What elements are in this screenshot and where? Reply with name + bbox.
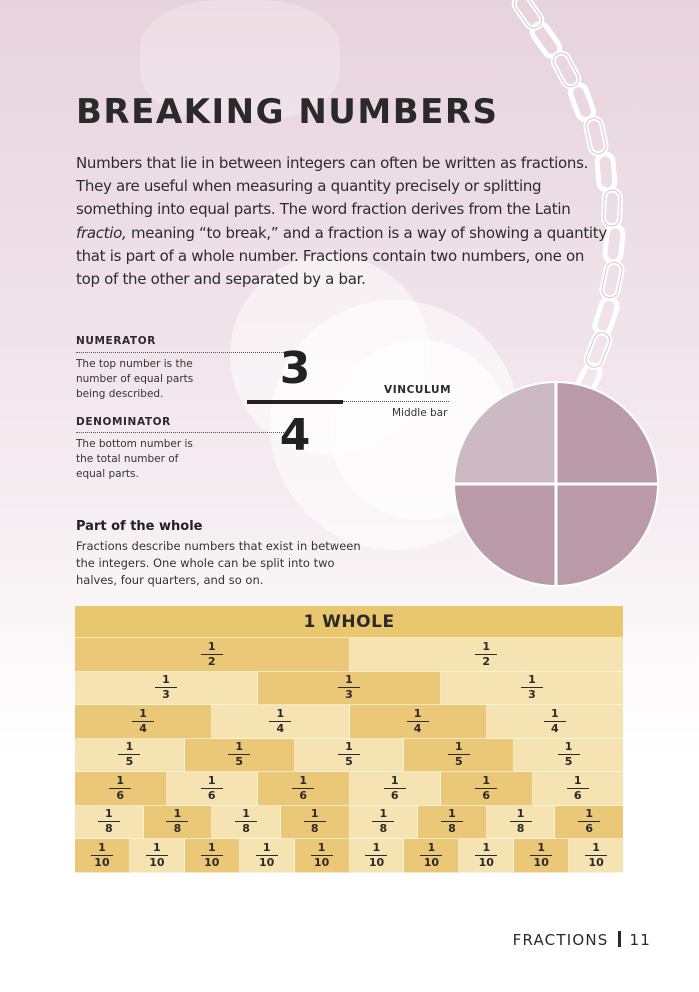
- fraction-numerator: 1: [592, 840, 600, 854]
- fraction-label: [146, 842, 168, 869]
- fraction-label: [304, 808, 326, 835]
- fraction-numerator: 1: [345, 740, 353, 754]
- fraction-label: [510, 808, 532, 835]
- fraction-denominator: 10: [94, 855, 110, 869]
- fraction-denominator: 10: [149, 855, 165, 869]
- fraction-brick: [533, 772, 624, 806]
- fraction-label: [118, 741, 140, 768]
- fraction-denominator: 8: [516, 822, 525, 836]
- fraction-denominator: 3: [528, 688, 536, 702]
- denominator-label: DENOMINATOR: [76, 416, 171, 428]
- fraction-numerator: 1: [564, 740, 573, 754]
- fraction-numerator: 1: [454, 740, 463, 754]
- fraction-brick: [350, 839, 405, 873]
- fraction-brick: [459, 839, 514, 873]
- fraction-numerator: 1: [390, 773, 399, 787]
- denominator-description: The bottom number is the total number of equal parts.: [76, 438, 193, 480]
- fraction-numerator: 1: [235, 740, 244, 754]
- fraction-label: [256, 842, 278, 869]
- fraction-numerator: 1: [516, 807, 525, 821]
- fraction-denominator: 10: [259, 855, 275, 869]
- fraction-numerator: 1: [276, 706, 285, 720]
- fraction-brick: [144, 806, 213, 840]
- fraction-denominator: 6: [482, 788, 491, 802]
- fraction-numerator: 1: [537, 840, 546, 854]
- fraction-denominator: 6: [299, 788, 308, 802]
- vinculum-leader-line: [343, 401, 449, 402]
- whole-brick: 1 WHOLE: [75, 606, 623, 638]
- fraction-label: [311, 842, 333, 869]
- example-vinculum-bar: [247, 400, 343, 404]
- fraction-denominator: 6: [573, 788, 582, 802]
- fraction-numerator: 1: [98, 840, 106, 854]
- fraction-numerator: 1: [482, 639, 491, 653]
- fraction-wall-row: [75, 672, 623, 706]
- fraction-label: [475, 775, 497, 802]
- fraction-brick: [75, 739, 185, 773]
- fraction-numerator: 1: [317, 840, 326, 854]
- fraction-denominator: 6: [390, 788, 399, 802]
- fraction-numerator: 1: [310, 807, 319, 821]
- fraction-denominator: 3: [345, 688, 353, 702]
- fraction-brick: [514, 839, 569, 873]
- example-denominator: 4: [279, 410, 311, 461]
- fraction-brick: [185, 739, 295, 773]
- fraction-numerator: 1: [448, 807, 456, 821]
- fraction-numerator: 1: [379, 807, 388, 821]
- fraction-label: [558, 741, 580, 768]
- fraction-numerator: 1: [162, 673, 170, 687]
- fraction-denominator: 5: [564, 755, 573, 769]
- fraction-numerator: 1: [207, 840, 216, 854]
- fraction-label: [585, 842, 607, 869]
- fraction-numerator: 1: [551, 706, 559, 720]
- fraction-denominator: 8: [310, 822, 319, 836]
- fraction-brick: [350, 806, 419, 840]
- footer-section: FRACTIONS: [512, 931, 609, 949]
- fraction-denominator: 6: [207, 788, 216, 802]
- fraction-denominator: 8: [104, 822, 113, 836]
- fraction-brick: [404, 839, 459, 873]
- fraction-label: [201, 775, 223, 802]
- fraction-denominator: 10: [423, 855, 440, 869]
- fraction-numerator: 1: [585, 807, 594, 821]
- fraction-numerator: 1: [125, 740, 134, 754]
- fraction-denominator: 5: [235, 755, 244, 769]
- fraction-denominator: 2: [207, 654, 216, 668]
- fraction-brick: [487, 705, 623, 739]
- fraction-brick: [281, 806, 350, 840]
- fraction-denominator: 8: [242, 822, 250, 836]
- fraction-numerator: 1: [482, 773, 491, 787]
- fraction-label: [420, 842, 442, 869]
- fraction-wall-whole-row: [75, 606, 623, 638]
- fraction-brick: [240, 839, 295, 873]
- fraction-denominator: 5: [345, 755, 353, 769]
- fraction-denominator: 4: [276, 721, 285, 735]
- fraction-numerator: 1: [482, 840, 491, 854]
- pie-slice-bottom-left: [455, 484, 556, 585]
- pie-slice-top-right: [556, 383, 657, 484]
- fraction-label: [567, 775, 589, 802]
- fraction-label: [475, 842, 497, 869]
- fraction-brick: [75, 672, 258, 706]
- fraction-brick: [212, 705, 349, 739]
- fraction-numerator: 1: [207, 773, 216, 787]
- fraction-label: [544, 708, 566, 735]
- fraction-denominator: 4: [551, 721, 559, 735]
- fraction-label: [155, 674, 177, 701]
- fraction-label: [269, 708, 291, 735]
- fraction-label: [448, 741, 470, 768]
- quarters-pie-chart: [452, 380, 660, 588]
- fraction-numerator: 1: [528, 673, 536, 687]
- fraction-numerator: 1: [573, 773, 582, 787]
- fraction-wall-row: [75, 772, 623, 806]
- fraction-brick: [487, 806, 556, 840]
- part-of-whole-heading: Part of the whole: [76, 519, 203, 534]
- pie-slice-top-left: [455, 383, 556, 484]
- fraction-label: [384, 775, 406, 802]
- fraction-denominator: 3: [162, 688, 170, 702]
- fraction-denominator: 5: [125, 755, 134, 769]
- fraction-wall-row: [75, 638, 623, 672]
- fraction-brick: [404, 739, 514, 773]
- fraction-brick: [75, 772, 167, 806]
- numerator-label: NUMERATOR: [76, 335, 156, 347]
- fraction-label: [338, 741, 360, 768]
- fraction-label: [521, 674, 543, 701]
- fraction-denominator: 8: [173, 822, 182, 836]
- fraction-label: [578, 808, 600, 835]
- fraction-wall-row: [75, 806, 623, 840]
- fraction-brick: [75, 839, 130, 873]
- fraction-label: [365, 842, 387, 869]
- fraction-denominator: 4: [139, 721, 147, 735]
- fraction-denominator: 8: [379, 822, 388, 836]
- fraction-denominator: 6: [585, 822, 594, 836]
- fraction-denominator: 10: [204, 855, 220, 869]
- fraction-numerator: 1: [427, 840, 436, 854]
- fraction-brick: [130, 839, 185, 873]
- fraction-brick: [75, 638, 350, 672]
- fraction-brick: [441, 672, 623, 706]
- fraction-label: [441, 808, 463, 835]
- fraction-label: [235, 808, 257, 835]
- fraction-brick: [514, 739, 623, 773]
- fraction-denominator: 10: [588, 855, 604, 869]
- fraction-numerator: 1: [139, 706, 147, 720]
- fraction-wall-row: [75, 839, 623, 873]
- fraction-label: [91, 842, 113, 869]
- footer-separator: [618, 931, 621, 947]
- example-numerator: 3: [279, 343, 311, 394]
- fraction-label: [338, 674, 360, 701]
- fraction-label: [109, 775, 131, 802]
- fraction-numerator: 1: [116, 773, 125, 787]
- fraction-brick: [441, 772, 533, 806]
- fraction-wall: [75, 606, 623, 873]
- fraction-denominator: 2: [482, 654, 491, 668]
- fraction-label: [166, 808, 188, 835]
- fraction-brick: [569, 839, 623, 873]
- fraction-brick: [185, 839, 240, 873]
- fraction-numerator: 1: [345, 673, 353, 687]
- fraction-brick: [295, 839, 350, 873]
- vinculum-label: VINCULUM: [384, 384, 452, 396]
- fraction-label: [132, 708, 154, 735]
- fraction-label: [475, 641, 497, 668]
- intro-paragraph: Numbers that lie in between integers can often be written as fractions. They are useful when measuring a quantity precisely or splitting something into equal parts. The word fraction derives from the Latin fractio, meaning “to break,” and a fraction is a way of showing a quantity that is part of a whole number. Fractions contain two numbers, one on top of the other and separated by a bar.: [76, 154, 607, 289]
- part-of-whole-text: Fractions describe numbers that exist in between the integers. One whole can be split into two halves, four quarters, and so on.: [76, 539, 361, 587]
- fraction-label: [407, 708, 429, 735]
- fraction-denominator: 10: [368, 855, 385, 869]
- fraction-brick: [350, 705, 487, 739]
- numerator-description: The top number is the number of equal parts being described.: [76, 358, 194, 400]
- fraction-numerator: 1: [104, 807, 113, 821]
- fraction-label: [201, 842, 223, 869]
- fraction-numerator: 1: [242, 807, 250, 821]
- fraction-numerator: 1: [413, 706, 422, 720]
- fraction-numerator: 1: [173, 807, 182, 821]
- fraction-denominator: 10: [533, 855, 549, 869]
- fraction-numerator: 1: [262, 840, 271, 854]
- fraction-label: [228, 741, 250, 768]
- fraction-numerator: 1: [207, 639, 216, 653]
- fraction-brick: [350, 638, 624, 672]
- fraction-denominator: 4: [413, 721, 422, 735]
- vinculum-description: Middle bar: [392, 407, 448, 419]
- fraction-label: [372, 808, 394, 835]
- fraction-brick: [295, 739, 405, 773]
- fraction-brick: [167, 772, 259, 806]
- fraction-label: [98, 808, 120, 835]
- fraction-numerator: 1: [372, 840, 381, 854]
- page-number: 11: [629, 931, 651, 949]
- fraction-numerator: 1: [299, 773, 308, 787]
- fraction-brick: [350, 772, 442, 806]
- fraction-denominator: 6: [116, 788, 125, 802]
- fraction-label: [292, 775, 314, 802]
- fraction-brick: [555, 806, 623, 840]
- fraction-brick: [418, 806, 487, 840]
- fraction-denominator: 10: [313, 855, 330, 869]
- fraction-wall-row: [75, 739, 623, 773]
- fraction-denominator: 10: [478, 855, 494, 869]
- fraction-brick: [75, 705, 212, 739]
- page-title: BREAKING NUMBERS: [76, 92, 499, 132]
- fraction-brick: [75, 806, 144, 840]
- pie-slice-bottom-right: [556, 484, 657, 585]
- fraction-brick: [258, 772, 350, 806]
- fraction-denominator: 8: [448, 822, 456, 836]
- fraction-brick: [258, 672, 441, 706]
- fraction-label: [201, 641, 223, 668]
- fraction-numerator: 1: [153, 840, 161, 854]
- page-footer: [513, 931, 651, 949]
- fraction-wall-row: [75, 705, 623, 739]
- fraction-denominator: 5: [454, 755, 463, 769]
- fraction-label: [530, 842, 552, 869]
- fraction-brick: [212, 806, 281, 840]
